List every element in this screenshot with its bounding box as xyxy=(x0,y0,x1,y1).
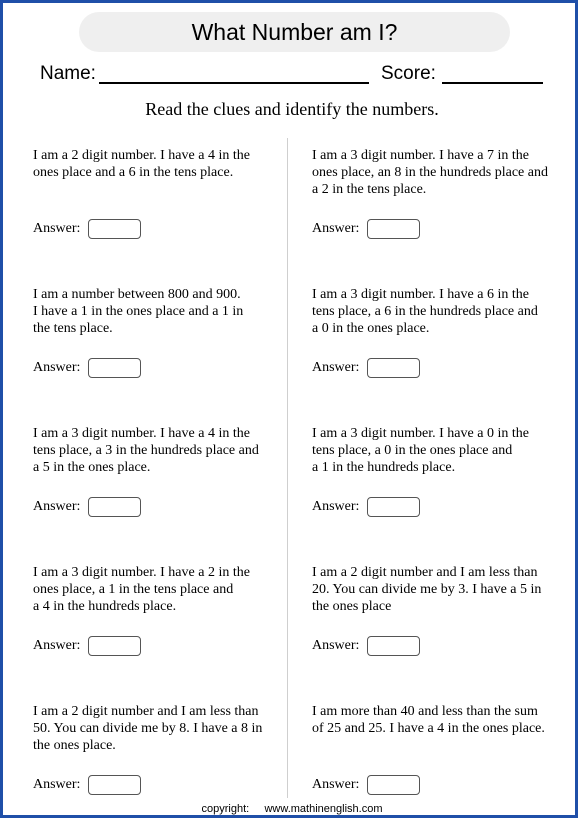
question-10 xyxy=(312,703,560,792)
answer-row xyxy=(312,775,420,795)
footer-copyright xyxy=(3,803,578,815)
copyright-site-link[interactable]: www.mathinenglish.com xyxy=(264,803,383,815)
answer-row xyxy=(312,219,420,239)
answer-label: Answer: xyxy=(33,360,81,375)
page-title: What Number am I? xyxy=(191,18,398,45)
answer-row xyxy=(33,636,141,656)
score-label: Score: xyxy=(381,63,436,84)
answer-box-9[interactable] xyxy=(88,775,141,795)
answer-box-10[interactable] xyxy=(367,775,420,795)
question-text: I am a 3 digit number. I have a 7 in the ones place, an 8 in the hundreds place and a 2 in the tens place. xyxy=(312,148,548,197)
answer-box-5[interactable] xyxy=(88,497,141,517)
answer-label: Answer: xyxy=(312,221,360,236)
question-text: I am a 3 digit number. I have a 4 in the tens place, a 3 in the hundreds place and a 5 in the ones place. xyxy=(33,426,259,475)
copyright-label: copyright: xyxy=(201,803,250,815)
answer-label: Answer: xyxy=(33,221,81,236)
question-text: I am a 3 digit number. I have a 0 in the tens place, a 0 in the ones place and a 1 in the hundreds place. xyxy=(312,426,529,475)
question-7 xyxy=(33,564,281,653)
answer-box-6[interactable] xyxy=(367,497,420,517)
answer-label: Answer: xyxy=(312,638,360,653)
answer-label: Answer: xyxy=(312,360,360,375)
question-text: I am more than 40 and less than the sum of 25 and 25. I have a 4 in the ones place. xyxy=(312,704,545,736)
answer-row xyxy=(312,358,420,378)
answer-label: Answer: xyxy=(312,777,360,792)
answer-box-8[interactable] xyxy=(367,636,420,656)
question-1 xyxy=(33,147,281,236)
title-banner xyxy=(79,12,510,52)
question-text: I am a 2 digit number. I have a 4 in the ones place and a 6 in the tens place. xyxy=(33,148,250,180)
instructions: Read the clues and identify the numbers. xyxy=(145,99,439,119)
answer-row xyxy=(312,497,420,517)
column-divider xyxy=(287,138,288,798)
question-9 xyxy=(33,703,281,792)
question-6 xyxy=(312,425,560,514)
answer-label: Answer: xyxy=(33,638,81,653)
question-text: I am a 3 digit number. I have a 6 in the tens place, a 6 in the hundreds place and a 0 in the ones place. xyxy=(312,287,538,336)
question-3 xyxy=(33,286,281,375)
question-5 xyxy=(33,425,281,514)
answer-row xyxy=(312,636,420,656)
question-text: I am a 3 digit number. I have a 2 in the ones place, a 1 in the tens place and a 4 in the hundreds place. xyxy=(33,565,250,614)
question-8 xyxy=(312,564,560,653)
answer-label: Answer: xyxy=(33,499,81,514)
question-text: I am a 2 digit number and I am less than 20. You can divide me by 3. I have a 5 in the ones place xyxy=(312,565,542,614)
name-label: Name: xyxy=(40,63,96,84)
answer-box-4[interactable] xyxy=(367,358,420,378)
score-blank-line[interactable] xyxy=(442,82,543,84)
name-blank-line[interactable] xyxy=(99,82,369,84)
answer-label: Answer: xyxy=(33,777,81,792)
question-text: I am a 2 digit number and I am less than 50. You can divide me by 8. I have a 8 in the ones place. xyxy=(33,704,263,753)
answer-box-3[interactable] xyxy=(88,358,141,378)
answer-row xyxy=(33,775,141,795)
answer-row xyxy=(33,358,141,378)
answer-box-2[interactable] xyxy=(367,219,420,239)
answer-box-7[interactable] xyxy=(88,636,141,656)
question-text: I am a number between 800 and 900. I have a 1 in the ones place and a 1 in the tens place. xyxy=(33,287,244,336)
question-4 xyxy=(312,286,560,375)
answer-row xyxy=(33,219,141,239)
answer-label: Answer: xyxy=(312,499,360,514)
answer-row xyxy=(33,497,141,517)
answer-box-1[interactable] xyxy=(88,219,141,239)
question-2 xyxy=(312,147,560,236)
